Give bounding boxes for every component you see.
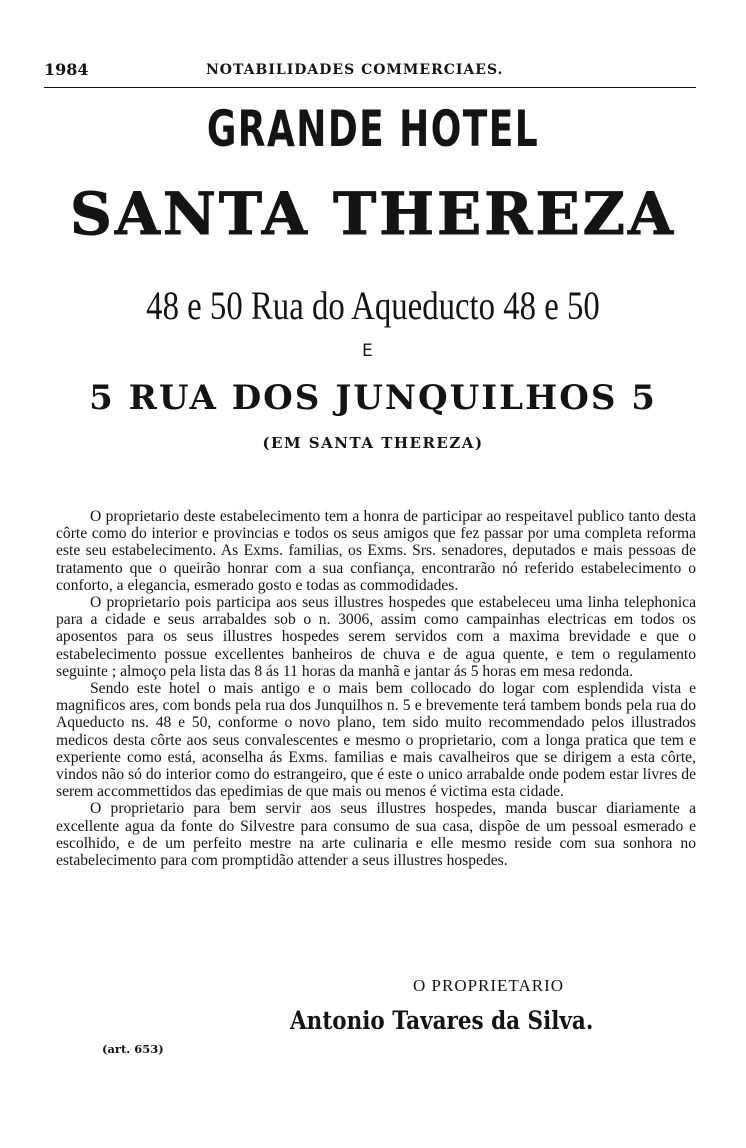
locality-line: (EM SANTA THEREZA) <box>262 434 484 452</box>
header-rule <box>44 87 696 88</box>
paragraph: O proprietario deste estabelecimento tem a honra de participar ao respeitavel publico tanto desta côrte como do interior e provincias e todos os seus amigos que fez passar por uma completa reforma este seu estabelecimento. As Exms. familias, os Exms. Srs. senadores, deputados e mais pessoas de tratamento que o queirão honrar com a sua confiança, encontrarão nó referido estabelecimento o conforto, a elegancia, esmerado gosto e todas as commodidades. <box>56 508 696 594</box>
paragraph: O proprietario pois participa aos seus illustres hospedes que estabeleceu uma linha telephonica para a cidade e seus arrabaldes sob o n. 3006, assim como campainhas electricas em todos os aposentos para os seus illustres hospedes serem servidos com a maxima brevidade e que o estabelecimento possue excellentes banheiros de chuva e de agua quente, e tem o regulamento seguinte ; almoço pela lista das 8 ás 11 horas da manhã e jantar ás 5 horas em mesa redonda. <box>56 594 696 680</box>
running-title: NOTABILIDADES COMMERCIAES. <box>206 62 504 78</box>
page-header <box>44 60 694 86</box>
hotel-title-line2: SANTA THEREZA <box>69 180 676 248</box>
advert-body <box>56 508 696 869</box>
article-reference: (art. 653) <box>102 1042 164 1056</box>
paragraph: O proprietario para bem servir aos seus illustres hospedes, manda buscar diariamente a excellente agua da fonte do Silvestre para consumo de sua casa, dispõe de um pessoal esmerado e escolhido, e de um perfeito mestre na arte culinaria e elle mesmo reside com sua sonhora no estabelecimento para com promptidão attender a seus illustres hospedes. <box>56 800 696 870</box>
signature-label: O PROPRIETARIO <box>413 976 565 995</box>
hotel-title-line1: GRANDE HOTEL <box>206 100 540 158</box>
signature-name: Antonio Tavares da Silva. <box>290 1006 594 1035</box>
paragraph: Sendo este hotel o mais antigo e o mais bem collocado do logar com esplendida vista e magnificos ares, com bonds pela rua dos Junquilhos n. 5 e brevemente terá tambem bonds pela rua do Aqueducto ns. 48 e 50, conforme o novo plano, tem sido muito recommendado pelos illustrados medicos desta côrte aos seus convalescentes e mesmo o proprietario, com a longa pratica que tem e experiente como está, aconselha ás Exms. familias e mais cavalheiros que se dirigem a esta côrte, vindos não só do interior como do estrangeiro, que é este o unico arrabalde onde podem estar livres de serem accommettidos das epedimias de que mais ou menos é victima esta cidade. <box>56 680 696 801</box>
address-conjunction: E <box>362 341 373 361</box>
second-address: 5 RUA DOS JUNQUILHOS 5 <box>89 378 657 418</box>
page-number: 1984 <box>44 60 89 79</box>
address-line: 48 e 50 Rua do Aqueducto 48 e 50 <box>146 283 600 328</box>
